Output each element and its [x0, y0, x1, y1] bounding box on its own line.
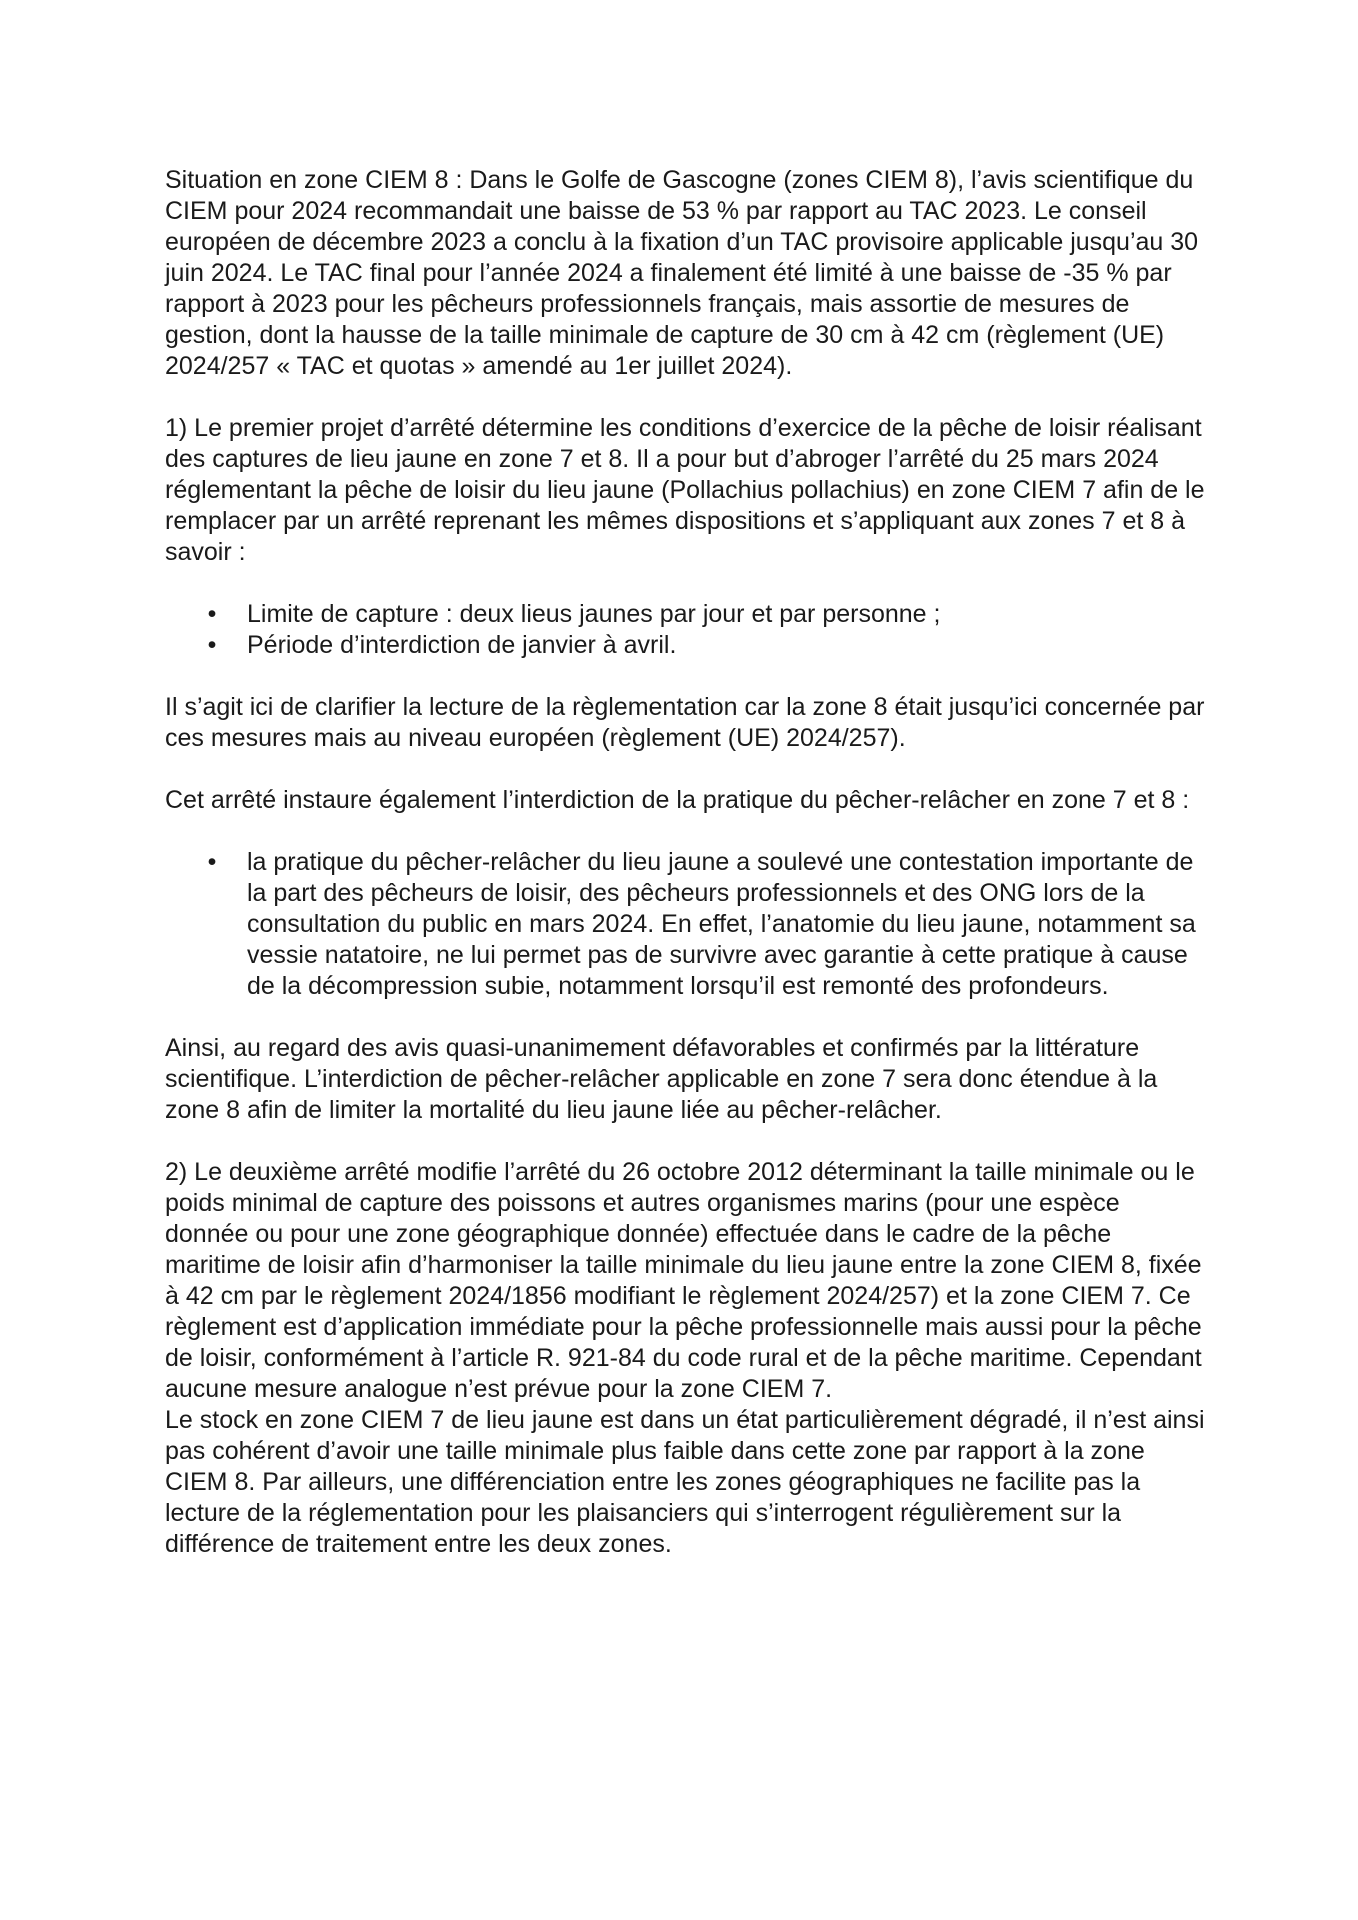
list-catch-release-reasons — [165, 847, 1205, 1002]
list-item — [207, 630, 1205, 661]
paragraph-ciem8-situation: Situation en zone CIEM 8 : Dans le Golfe de Gascogne (zones CIEM 8), l’avis scientifique du CIEM pour 2024 recommandait une baisse de 53 % par rapport au TAC 2023. Le conseil européen de décembre 2023 a conclu à la fixation d’un TAC provisoire applicable jusqu’au 30 juin 2024. Le TAC final pour l’année 2024 a finalement été limité à une baisse de -35 % par rapport à 2023 pour les pêcheurs professionnels français, mais assortie de mesures de gestion, dont la hausse de la taille minimale de capture de 30 cm à 42 cm (règlement (UE) 2024/257 « TAC et quotas » amendé au 1er juillet 2024). — [165, 166, 1199, 380]
document-body — [165, 165, 1205, 1560]
bullet-icon: • — [207, 631, 217, 659]
bullet-icon: • — [207, 600, 217, 628]
list-first-arrete-measures — [165, 599, 1205, 661]
paragraph-first-arrete: 1) Le premier projet d’arrêté détermine les conditions d’exercice de la pêche de loisir réalisant des captures de lieu jaune en zone 7 et 8. Il a pour but d’abroger l’arrêté du 25 mars 2024 réglementant la pêche de loisir du lieu jaune (Pollachius pollachius) en zone CIEM 7 afin de le remplacer par un arrêté reprenant les mêmes dispositions et s’appliquant aux zones 7 et 8 à savoir : — [165, 414, 1205, 566]
bullet-icon: • — [207, 848, 217, 876]
paragraph-catch-release-ban: Cet arrêté instaure également l’interdiction de la pratique du pêcher-relâcher en zone 7 et 8 : — [165, 786, 1190, 814]
paragraph-second-arrete: 2) Le deuxième arrêté modifie l’arrêté du 26 octobre 2012 déterminant la taille minimale ou le poids minimal de capture des poissons et autres organismes marins (pour une espèce donnée ou pour une zone géographique donnée) effectuée dans le cadre de la pêche maritime de loisir afin d’harmoniser la taille minimale du lieu jaune entre la zone CIEM 8, fixée à 42 cm par le règlement 2024/1856 modifiant le règlement 2024/257) et la zone CIEM 7. Ce règlement est d’application immédiate pour la pêche professionnelle mais aussi pour la pêche de loisir, conformément à l’article R. 921-84 du code rural et de la pêche maritime. Cependant aucune mesure analogue n’est prévue pour la zone CIEM 7. — [165, 1158, 1202, 1403]
paragraph-clarification: Il s’agit ici de clarifier la lecture de la règlementation car la zone 8 était jusqu’ici concernée par ces mesures mais au niveau européen (règlement (UE) 2024/257). — [165, 693, 1205, 752]
list-item — [207, 847, 1205, 1002]
list-item-text: Limite de capture : deux lieus jaunes par jour et par personne ; — [247, 600, 941, 628]
paragraph-extension-zone8: Ainsi, au regard des avis quasi-unanimement défavorables et confirmés par la littérature scientifique. L’interdiction de pêcher-relâcher applicable en zone 7 sera donc étendue à la zone 8 afin de limiter la mortalité du lieu jaune liée au pêcher-relâcher. — [165, 1034, 1158, 1124]
list-item-text: la pratique du pêcher-relâcher du lieu jaune a soulevé une contestation importante de la part des pêcheurs de loisir, des pêcheurs professionnels et des ONG lors de la consultation du public en mars 2024. En effet, l’anatomie du lieu jaune, notamment sa vessie natatoire, ne lui permet pas de survivre avec garantie à cette pratique à cause de la décompression subie, notamment lorsqu’il est remonté des profondeurs. — [247, 848, 1196, 1000]
list-item — [207, 599, 1205, 630]
paragraph-stock-ciem7: Le stock en zone CIEM 7 de lieu jaune est dans un état particulièrement dégradé, il n’est ainsi pas cohérent d’avoir une taille minimale plus faible dans cette zone par rapport à la zone CIEM 8. Par ailleurs, une différenciation entre les zones géographiques ne facilite pas la lecture de la réglementation pour les plaisanciers qui s’interrogent régulièrement sur la différence de traitement entre les deux zones. — [165, 1406, 1205, 1558]
list-item-text: Période d’interdiction de janvier à avril. — [247, 631, 677, 659]
